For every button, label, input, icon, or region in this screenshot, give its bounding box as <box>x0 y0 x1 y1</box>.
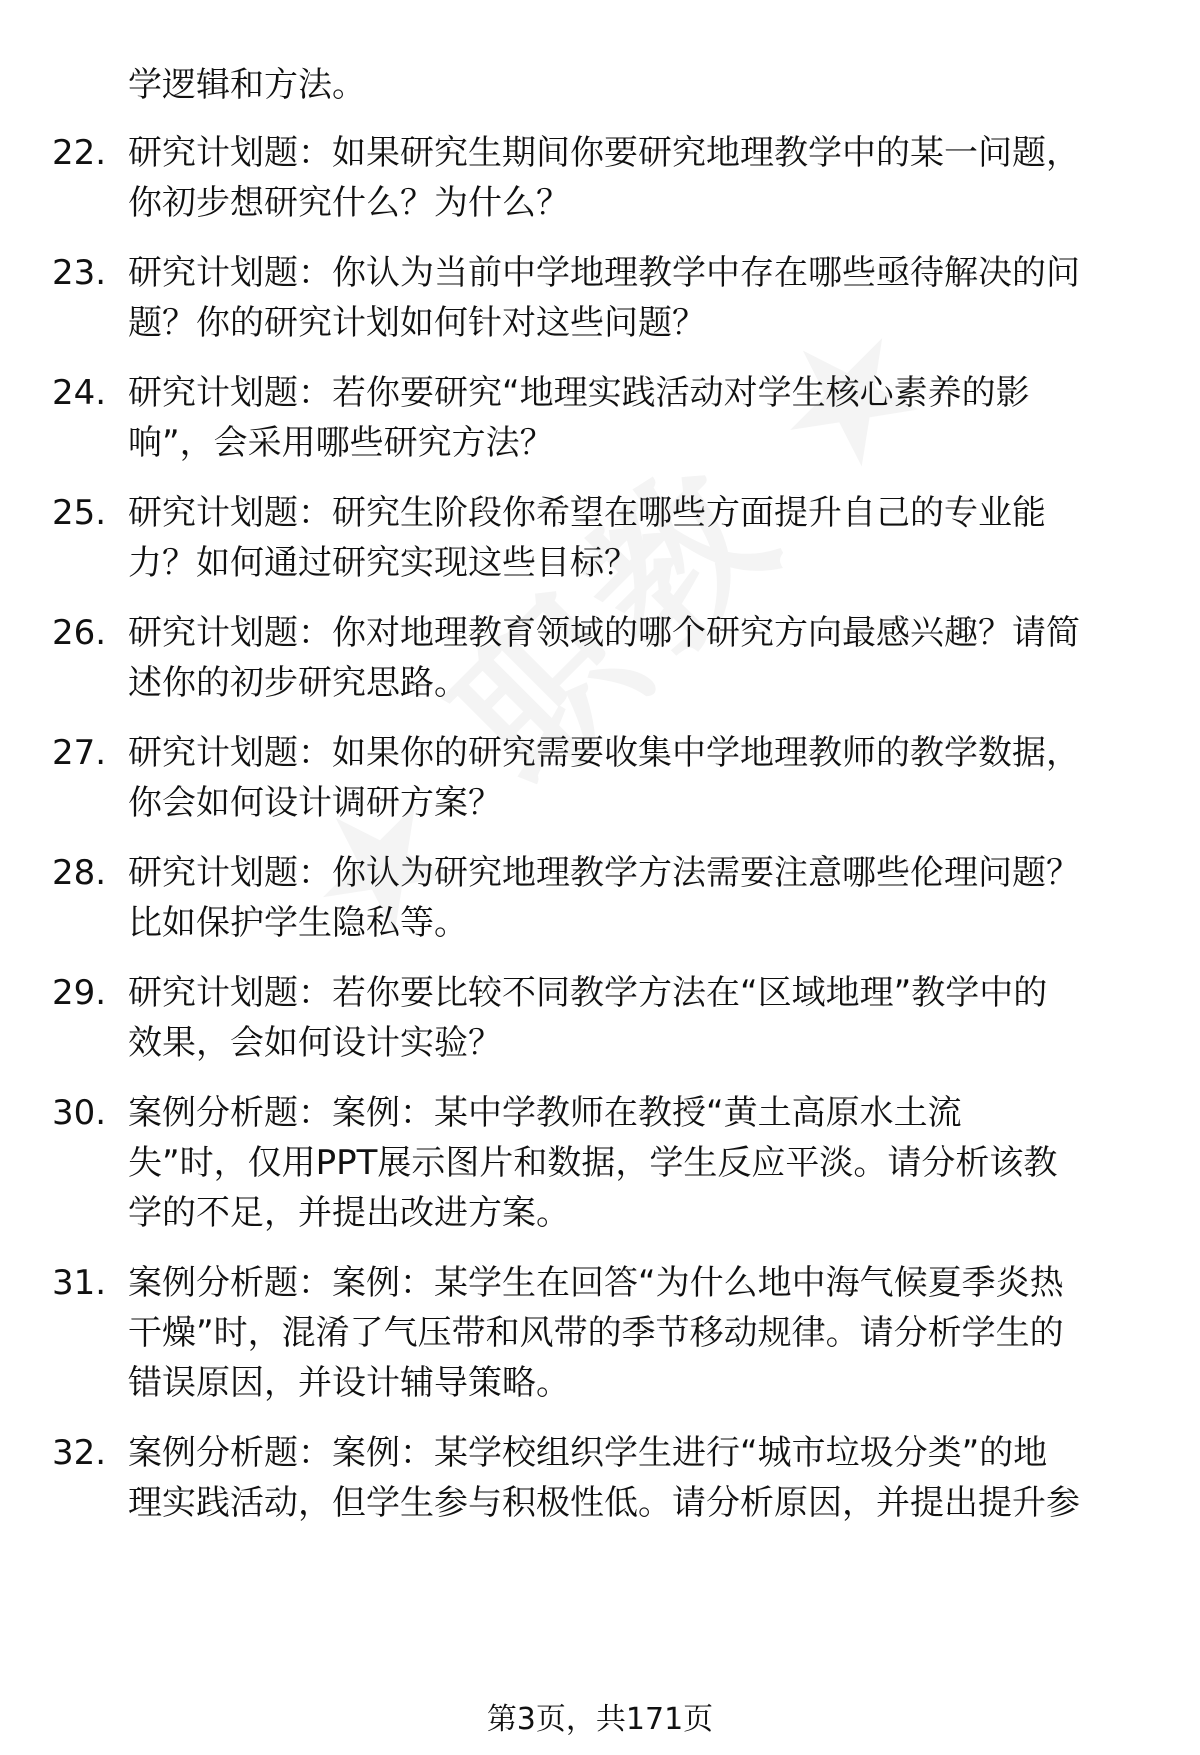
question-text-line: 案例分析题：案例：某中学教师在教授“黄土高原水土流 <box>128 1093 962 1133</box>
question-text-line: 你初步想研究什么？为什么？ <box>128 183 570 223</box>
question-number: 25. <box>52 493 107 533</box>
question-text-line: 题？你的研究计划如何针对这些问题？ <box>128 303 706 343</box>
question-text-line: 学的不足，并提出改进方案。 <box>128 1193 570 1233</box>
question-number: 31. <box>52 1263 107 1303</box>
question-item <box>52 1428 1152 1528</box>
question-item <box>52 608 1152 708</box>
question-text-line: 错误原因，并设计辅导策略。 <box>128 1363 570 1403</box>
question-text-line: 你会如何设计调研方案？ <box>128 783 502 823</box>
question-item <box>52 248 1152 348</box>
question-text-line: 研究计划题：你认为研究地理教学方法需要注意哪些伦理问题？ <box>128 853 1080 893</box>
question-text-line: 响”，会采用哪些研究方法？ <box>128 423 554 463</box>
question-number: 28. <box>52 853 107 893</box>
question-number: 29. <box>52 973 107 1013</box>
question-text-line: 研究计划题：你对地理教育领域的哪个研究方向最感兴趣？请简 <box>128 613 1080 653</box>
question-text-line: 案例分析题：案例：某学校组织学生进行“城市垃圾分类”的地 <box>128 1433 1048 1473</box>
question-text-line: 述你的初步研究思路。 <box>128 663 468 703</box>
question-item <box>52 368 1152 468</box>
question-item <box>52 1258 1152 1408</box>
question-number: 27. <box>52 733 107 773</box>
question-item <box>52 488 1152 588</box>
question-number: 23. <box>52 253 107 293</box>
question-item <box>52 1088 1152 1238</box>
question-text-line: 失”时，仅用PPT展示图片和数据，学生反应平淡。请分析该教 <box>128 1143 1058 1183</box>
question-number: 30. <box>52 1093 107 1133</box>
question-number: 26. <box>52 613 107 653</box>
question-number: 32. <box>52 1433 107 1473</box>
question-text-line: 案例分析题：案例：某学生在回答“为什么地中海气候夏季炎热 <box>128 1263 1064 1303</box>
question-text-line: 研究计划题：若你要比较不同教学方法在“区域地理”教学中的 <box>128 973 1048 1013</box>
question-item <box>52 848 1152 948</box>
page-footer: 第3页，共171页 <box>486 1702 714 1737</box>
question-text-line: 效果，会如何设计实验？ <box>128 1023 502 1063</box>
question-text-line: 研究计划题：若你要研究“地理实践活动对学生核心素养的影 <box>128 373 1030 413</box>
question-number: 24. <box>52 373 107 413</box>
question-text-line: 干燥”时，混淆了气压带和风带的季节移动规律。请分析学生的 <box>128 1313 1064 1353</box>
question-text-line: 研究计划题：如果研究生期间你要研究地理教学中的某一问题， <box>128 133 1080 173</box>
question-text-line: 研究计划题：你认为当前中学地理教学中存在哪些亟待解决的问 <box>128 253 1080 293</box>
question-text-line: 研究计划题：如果你的研究需要收集中学地理教师的教学数据， <box>128 733 1080 773</box>
question-item <box>52 728 1152 828</box>
question-text-line: 比如保护学生隐私等。 <box>128 903 468 943</box>
question-text-line: 力？如何通过研究实现这些目标？ <box>128 543 638 583</box>
question-text-line: 理实践活动，但学生参与积极性低。请分析原因，并提出提升参 <box>128 1483 1080 1523</box>
question-item <box>52 128 1152 228</box>
question-number: 22. <box>52 133 107 173</box>
question-text-line: 研究计划题：研究生阶段你希望在哪些方面提升自己的专业能 <box>128 493 1046 533</box>
continuation-text: 学逻辑和方法。 <box>128 65 366 105</box>
question-item <box>52 968 1152 1068</box>
